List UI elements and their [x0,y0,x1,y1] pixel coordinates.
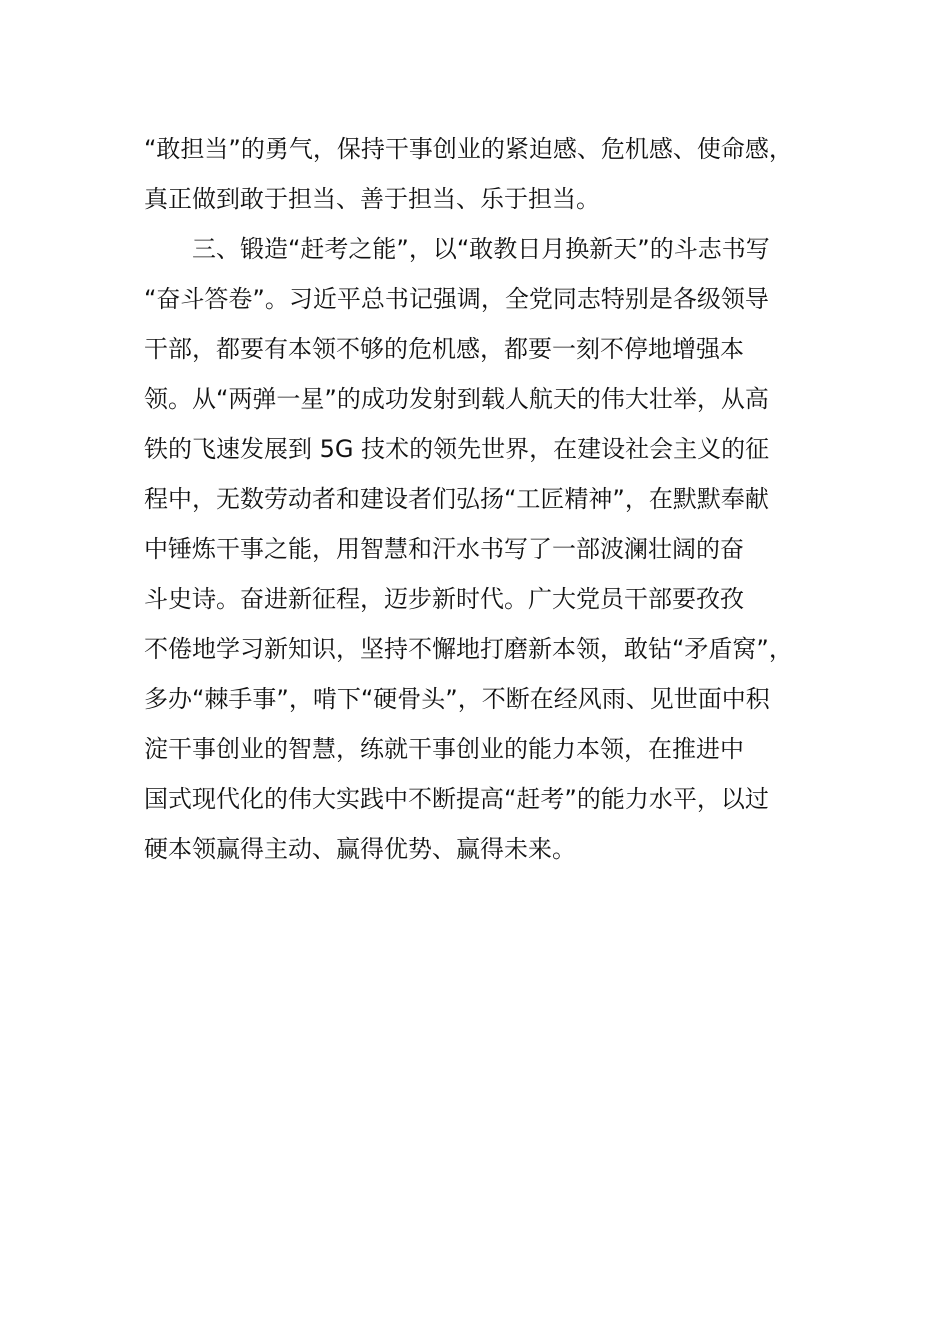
text-line: 国式现代化的伟大实践中不断提高“赶考”的能力水平，以过 [144,785,769,813]
text-line: 不倦地学习新知识，坚持不懈地打磨新本领，敢钻“矛盾窝”， [144,635,793,663]
text-line: 中锤炼干事之能，用智慧和汗水书写了一部波澜壮阔的奋 [144,535,744,563]
text-line: “奋斗答卷”。习近平总书记强调，全党同志特别是各级领导 [144,285,769,313]
text-line: “敢担当”的勇气，保持干事创业的紧迫感、危机感、使命感， [144,135,793,163]
body-text [144,124,834,874]
section-heading-line: 三、锻造“赶考之能”，以“敢教日月换新天”的斗志书写 [192,235,770,263]
text-line: 铁的飞速发展到 5G 技术的领先世界，在建设社会主义的征 [144,435,770,463]
text-line: 斗史诗。奋进新征程，迈步新时代。广大党员干部要孜孜 [144,585,744,613]
text-line: 淀干事创业的智慧，练就干事创业的能力本领，在推进中 [144,735,744,763]
text-line: 干部，都要有本领不够的危机感，都要一刻不停地增强本 [144,335,744,363]
text-line: 程中，无数劳动者和建设者们弘扬“工匠精神”，在默默奉献 [144,485,769,513]
text-line: 多办“棘手事”，啃下“硬骨头”，不断在经风雨、见世面中积 [144,685,770,713]
text-line: 领。从“两弹一星”的成功发射到载人航天的伟大壮举，从高 [144,385,769,413]
text-line: 硬本领赢得主动、赢得优势、赢得未来。 [144,835,576,863]
text-line: 真正做到敢于担当、善于担当、乐于担当。 [144,185,600,213]
